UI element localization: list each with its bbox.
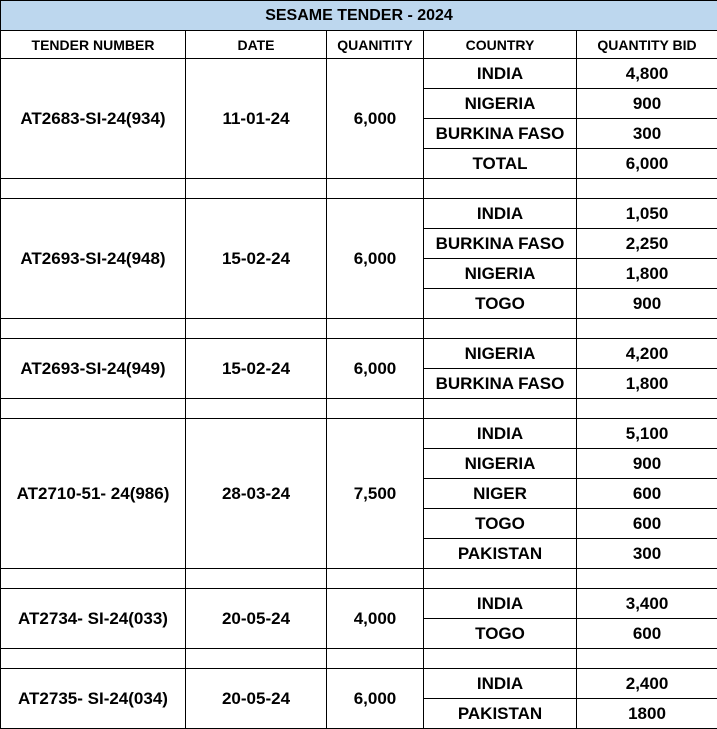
tender-quantity-cell: 4,000 xyxy=(327,589,424,649)
country-cell: NIGERIA xyxy=(424,449,577,479)
tender-date-cell: 15-02-24 xyxy=(186,199,327,319)
spacer-cell xyxy=(424,399,577,419)
country-cell: NIGER xyxy=(424,479,577,509)
spacer-cell xyxy=(1,319,186,339)
quantity-bid-cell: 1800 xyxy=(577,699,717,729)
spacer-cell xyxy=(424,179,577,199)
table-row xyxy=(1,669,717,699)
tender-quantity-cell: 6,000 xyxy=(327,199,424,319)
country-cell: INDIA xyxy=(424,419,577,449)
spacer-cell xyxy=(577,649,717,669)
spacer-cell xyxy=(327,649,424,669)
country-cell: BURKINA FASO xyxy=(424,229,577,259)
spacer-cell xyxy=(186,569,327,589)
tender-date-cell: 11-01-24 xyxy=(186,59,327,179)
tender-number-cell: AT2693-SI-24(948) xyxy=(1,199,186,319)
quantity-bid-cell: 900 xyxy=(577,289,717,319)
spacer-row xyxy=(1,569,717,589)
quantity-bid-cell: 2,250 xyxy=(577,229,717,259)
spacer-cell xyxy=(1,569,186,589)
quantity-bid-cell: 1,050 xyxy=(577,199,717,229)
country-cell: NIGERIA xyxy=(424,89,577,119)
spacer-cell xyxy=(1,649,186,669)
spacer-row xyxy=(1,399,717,419)
tender-quantity-cell: 7,500 xyxy=(327,419,424,569)
header-country: COUNTRY xyxy=(424,31,577,59)
tender-date-cell: 15-02-24 xyxy=(186,339,327,399)
spacer-row xyxy=(1,179,717,199)
spacer-cell xyxy=(1,179,186,199)
quantity-bid-cell: 6,000 xyxy=(577,149,717,179)
spacer-row xyxy=(1,649,717,669)
country-cell: PAKISTAN xyxy=(424,539,577,569)
spacer-cell xyxy=(424,649,577,669)
tender-date-cell: 28-03-24 xyxy=(186,419,327,569)
table-row xyxy=(1,419,717,449)
table-row xyxy=(1,339,717,369)
quantity-bid-cell: 1,800 xyxy=(577,259,717,289)
table-body xyxy=(1,1,717,729)
country-cell: BURKINA FASO xyxy=(424,369,577,399)
tender-number-cell: AT2683-SI-24(934) xyxy=(1,59,186,179)
country-cell: TOGO xyxy=(424,619,577,649)
header-row xyxy=(1,31,717,59)
quantity-bid-cell: 300 xyxy=(577,539,717,569)
tender-date-cell: 20-05-24 xyxy=(186,669,327,729)
country-cell: INDIA xyxy=(424,199,577,229)
country-cell: PAKISTAN xyxy=(424,699,577,729)
title-row xyxy=(1,1,717,31)
quantity-bid-cell: 2,400 xyxy=(577,669,717,699)
quantity-bid-cell: 600 xyxy=(577,479,717,509)
table-row xyxy=(1,589,717,619)
table-row xyxy=(1,59,717,89)
country-cell: NIGERIA xyxy=(424,259,577,289)
spacer-cell xyxy=(577,179,717,199)
tender-quantity-cell: 6,000 xyxy=(327,669,424,729)
spacer-cell xyxy=(577,399,717,419)
tender-number-cell: AT2710-51- 24(986) xyxy=(1,419,186,569)
quantity-bid-cell: 5,100 xyxy=(577,419,717,449)
tender-quantity-cell: 6,000 xyxy=(327,339,424,399)
spacer-cell xyxy=(327,399,424,419)
tender-quantity-cell: 6,000 xyxy=(327,59,424,179)
header-quantity: QUANITITY xyxy=(327,31,424,59)
spacer-cell xyxy=(186,649,327,669)
header-tender-number: TENDER NUMBER xyxy=(1,31,186,59)
country-cell: TOGO xyxy=(424,289,577,319)
tender-number-cell: AT2693-SI-24(949) xyxy=(1,339,186,399)
quantity-bid-cell: 900 xyxy=(577,89,717,119)
quantity-bid-cell: 1,800 xyxy=(577,369,717,399)
quantity-bid-cell: 3,400 xyxy=(577,589,717,619)
header-date: DATE xyxy=(186,31,327,59)
spacer-cell xyxy=(424,569,577,589)
spacer-cell xyxy=(327,569,424,589)
table-row xyxy=(1,199,717,229)
quantity-bid-cell: 4,200 xyxy=(577,339,717,369)
spacer-cell xyxy=(1,399,186,419)
spacer-cell xyxy=(327,179,424,199)
spacer-cell xyxy=(327,319,424,339)
header-quantity-bid: QUANTITY BID xyxy=(577,31,717,59)
country-cell: INDIA xyxy=(424,589,577,619)
spacer-cell xyxy=(577,319,717,339)
country-cell: BURKINA FASO xyxy=(424,119,577,149)
spacer-cell xyxy=(186,179,327,199)
country-cell: INDIA xyxy=(424,59,577,89)
tender-date-cell: 20-05-24 xyxy=(186,589,327,649)
country-cell: TOTAL xyxy=(424,149,577,179)
spacer-cell xyxy=(186,319,327,339)
spacer-cell xyxy=(424,319,577,339)
spacer-row xyxy=(1,319,717,339)
country-cell: TOGO xyxy=(424,509,577,539)
spacer-cell xyxy=(186,399,327,419)
country-cell: NIGERIA xyxy=(424,339,577,369)
quantity-bid-cell: 600 xyxy=(577,619,717,649)
quantity-bid-cell: 4,800 xyxy=(577,59,717,89)
quantity-bid-cell: 300 xyxy=(577,119,717,149)
table-title: SESAME TENDER - 2024 xyxy=(1,1,717,31)
tender-number-cell: AT2735- SI-24(034) xyxy=(1,669,186,729)
tender-number-cell: AT2734- SI-24(033) xyxy=(1,589,186,649)
quantity-bid-cell: 900 xyxy=(577,449,717,479)
country-cell: INDIA xyxy=(424,669,577,699)
quantity-bid-cell: 600 xyxy=(577,509,717,539)
spacer-cell xyxy=(577,569,717,589)
